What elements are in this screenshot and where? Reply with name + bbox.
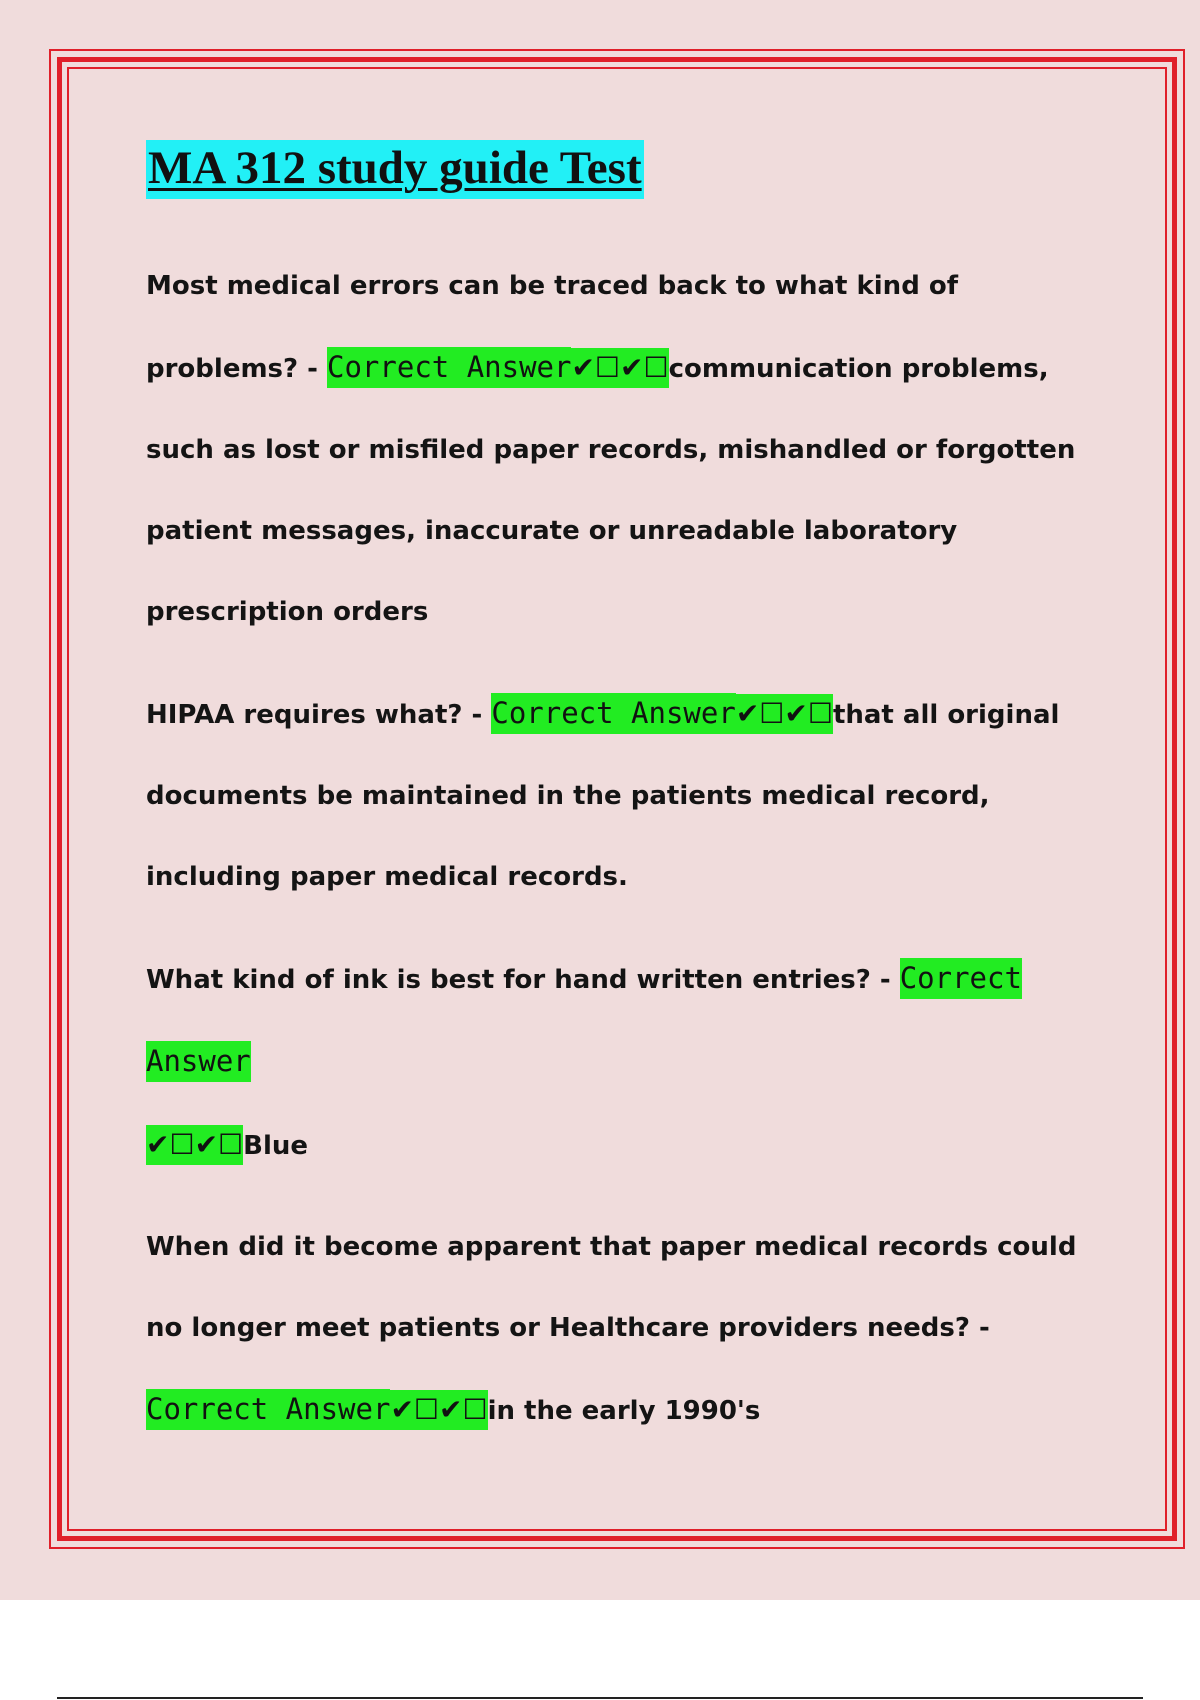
qa-item-4 [146,1207,1106,1452]
check-marks-icon: ✔☐✔☐ [736,694,833,734]
check-marks-icon: ✔☐✔☐ [390,1390,487,1430]
footer-rule [57,1697,1143,1699]
correct-answer-label: Correct Answer [491,693,735,734]
correct-answer-label: Correct Answer [146,958,1022,1082]
check-marks-icon: ✔☐✔☐ [146,1125,243,1165]
qa-item-2 [146,673,1106,918]
document-content [146,140,1106,1452]
qa-item-1 [146,246,1106,653]
question-text: When did it become apparent that paper medical records could no longer meet patients or Healthcare providers needs? - [146,1231,1077,1343]
answer-text: Blue [243,1130,308,1161]
document-title: MA 312 study guide Test [146,140,644,199]
question-text: Most medical errors can be traced back to what kind of problems? - [146,270,959,384]
check-marks-icon: ✔☐✔☐ [571,348,668,388]
question-text: What kind of ink is best for hand written entries? - [146,964,891,995]
answer-text: in the early 1990's [487,1395,761,1426]
question-text: HIPAA requires what? - [146,699,483,730]
correct-answer-label: Correct Answer [146,1389,390,1430]
answer-text: that all original documents be maintained in the patients medical record, including paper medical records. [146,699,1060,892]
correct-answer-label: Correct Answer [327,347,571,388]
qa-item-3 [146,938,1106,1187]
answer-text: communication problems, such as lost or misfiled paper records, mishandled or forgotten patient messages, inaccurate or unreadable laboratory prescription orders [146,353,1076,627]
